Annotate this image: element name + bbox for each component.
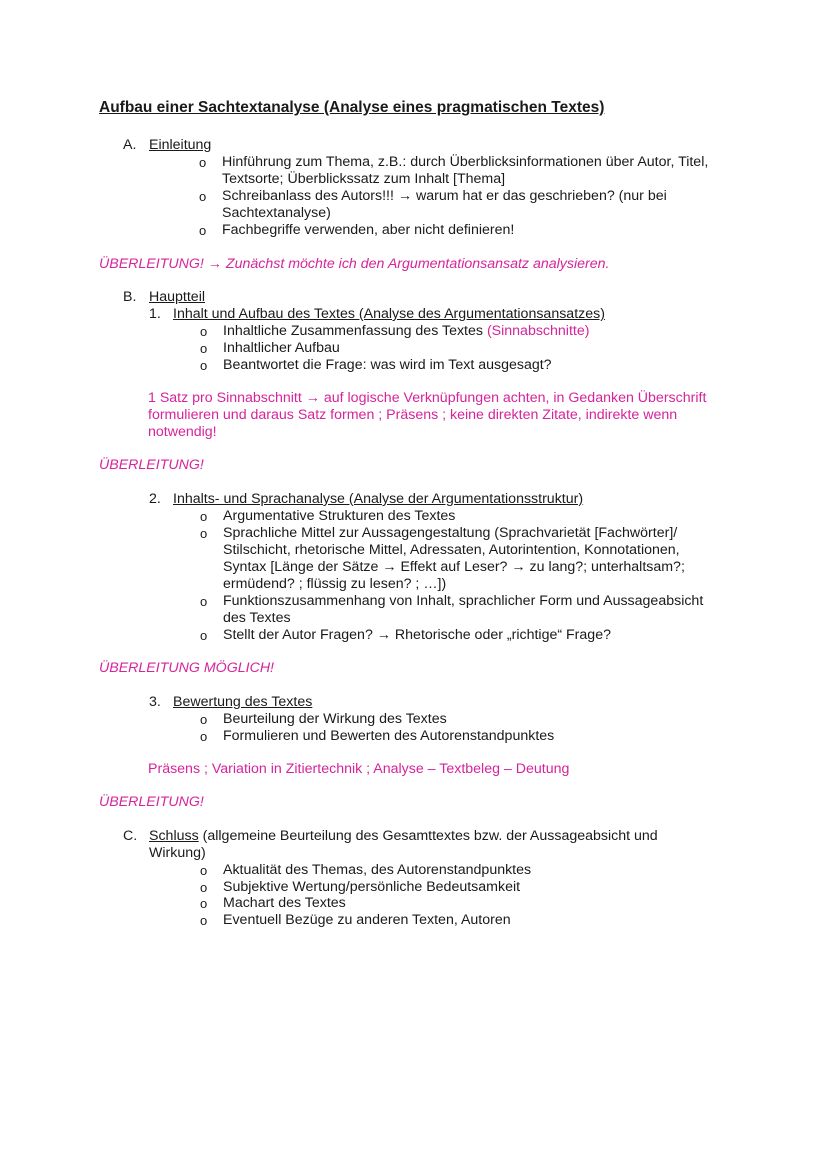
subsection-2-bullet-4: Stellt der Autor Fragen? → Rhetorische oder „richtige“ Frage? — [223, 627, 611, 643]
subsection-2-bullet-2-line-2: Stilschicht, rhetorische Mittel, Adressaten, Autorintention, Konnotationen, — [223, 542, 680, 558]
subsection-1-heading: Inhalt und Aufbau des Textes (Analyse des Argumentationsansatzes) — [173, 306, 605, 322]
bullet-marker: o — [199, 189, 207, 204]
bullet-marker: o — [199, 155, 207, 170]
bullet-marker: o — [200, 896, 208, 911]
subsection-2-bullet-3-line-2: des Textes — [223, 610, 291, 626]
bullet-marker: o — [200, 526, 208, 541]
subsection-2-heading: Inhalts- und Sprachanalyse (Analyse der Argumentationsstruktur) — [173, 491, 584, 507]
bullet-marker: o — [200, 913, 208, 928]
section-a-marker: A. — [123, 137, 137, 153]
subsection-3-bullet-1: Beurteilung der Wirkung des Textes — [223, 711, 447, 727]
section-a-heading: Einleitung — [149, 137, 212, 153]
transition-1: ÜBERLEITUNG! → Zunächst möchte ich den Argumentationsansatz analysieren. — [99, 256, 610, 272]
section-a-bullet-3: Fachbegriffe verwenden, aber nicht definieren! — [222, 222, 515, 238]
section-c-bullet-2: Subjektive Wertung/persönliche Bedeutsamkeit — [223, 879, 521, 895]
bullet-marker: o — [200, 358, 208, 373]
bullet-marker: o — [200, 594, 208, 609]
subsection-3-bullet-2: Formulieren und Bewerten des Autorenstandpunktes — [223, 728, 555, 744]
subsection-2-bullet-2-line-3: Syntax [Länge der Sätze → Effekt auf Leser? → zu lang?; unterhaltsam?; — [223, 559, 685, 575]
section-b-heading: Hauptteil — [149, 289, 205, 305]
bullet-marker: o — [200, 509, 208, 524]
page-title: Aufbau einer Sachtextanalyse (Analyse eines pragmatischen Textes) — [99, 99, 605, 116]
section-a-bullet-2-line-2: Sachtextanalyse) — [222, 205, 331, 221]
subsection-2-bullet-2-line-4: ermüdend? ; flüssig zu lesen? ; …]) — [223, 576, 447, 592]
subsection-1-note-line-3: notwendig! — [148, 424, 217, 440]
subsection-1-bullet-2: Inhaltlicher Aufbau — [223, 340, 340, 356]
section-a-bullet-2-line-1: Schreibanlass des Autors!!! → warum hat er das geschrieben? (nur bei — [222, 188, 667, 204]
bullet-marker: o — [200, 628, 208, 643]
section-c-bullet-4: Eventuell Bezüge zu anderen Texten, Autoren — [223, 912, 511, 928]
subsection-3-note: Präsens ; Variation in Zitiertechnik ; Analyse – Textbeleg – Deutung — [148, 761, 570, 777]
section-a-bullet-1-line-2: Textsorte; Überblickssatz zum Inhalt [Thema] — [222, 171, 506, 187]
bullet-marker: o — [200, 863, 208, 878]
subsection-2-bullet-2-line-1: Sprachliche Mittel zur Aussagengestaltung (Sprachvarietät [Fachwörter]/ — [223, 525, 678, 541]
section-c-heading-line-2: Wirkung) — [149, 845, 206, 861]
bullet-marker: o — [200, 324, 208, 339]
section-c-bullet-3: Machart des Textes — [223, 895, 346, 911]
section-a-bullet-1-line-1: Hinführung zum Thema, z.B.: durch Überblicksinformationen über Autor, Titel, — [222, 154, 709, 170]
subsection-1-marker: 1. — [149, 306, 161, 322]
subsection-2-bullet-3-line-1: Funktionszusammenhang von Inhalt, sprachlicher Form und Aussageabsicht — [223, 593, 704, 609]
bullet-marker: o — [200, 729, 208, 744]
subsection-1-note-line-2: formulieren und daraus Satz formen ; Präsens ; keine direkten Zitate, indirekte wenn — [148, 407, 678, 423]
subsection-3-marker: 3. — [149, 694, 161, 710]
subsection-2-bullet-1: Argumentative Strukturen des Textes — [223, 508, 456, 524]
subsection-2-marker: 2. — [149, 491, 161, 507]
section-c-bullet-1: Aktualität des Themas, des Autorenstandpunktes — [223, 862, 532, 878]
transition-4: ÜBERLEITUNG! — [99, 794, 204, 810]
transition-3: ÜBERLEITUNG MÖGLICH! — [99, 660, 275, 676]
subsection-1-note-line-1: 1 Satz pro Sinnabschnitt → auf logische Verknüpfungen achten, in Gedanken Überschrift — [148, 390, 707, 406]
sinnabschnitte-note: (Sinnabschnitte) — [486, 323, 590, 339]
transition-2: ÜBERLEITUNG! — [99, 457, 204, 473]
subsection-1-bullet-3: Beantwortet die Frage: was wird im Text ausgesagt? — [223, 357, 552, 373]
section-c-heading: Schluss — [149, 828, 199, 844]
subsection-1-bullet-1: Inhaltliche Zusammenfassung des Textes (Sinnabschnitte) — [223, 323, 590, 339]
bullet-marker: o — [200, 880, 208, 895]
bullet-marker: o — [200, 341, 208, 356]
section-b-marker: B. — [123, 289, 137, 305]
section-c-marker: C. — [123, 828, 138, 844]
bullet-marker: o — [199, 223, 207, 238]
subsection-3-heading: Bewertung des Textes — [173, 694, 313, 710]
section-c-heading-line: Schluss (allgemeine Beurteilung des Gesamttextes bzw. der Aussageabsicht und — [149, 828, 658, 844]
bullet-marker: o — [200, 712, 208, 727]
